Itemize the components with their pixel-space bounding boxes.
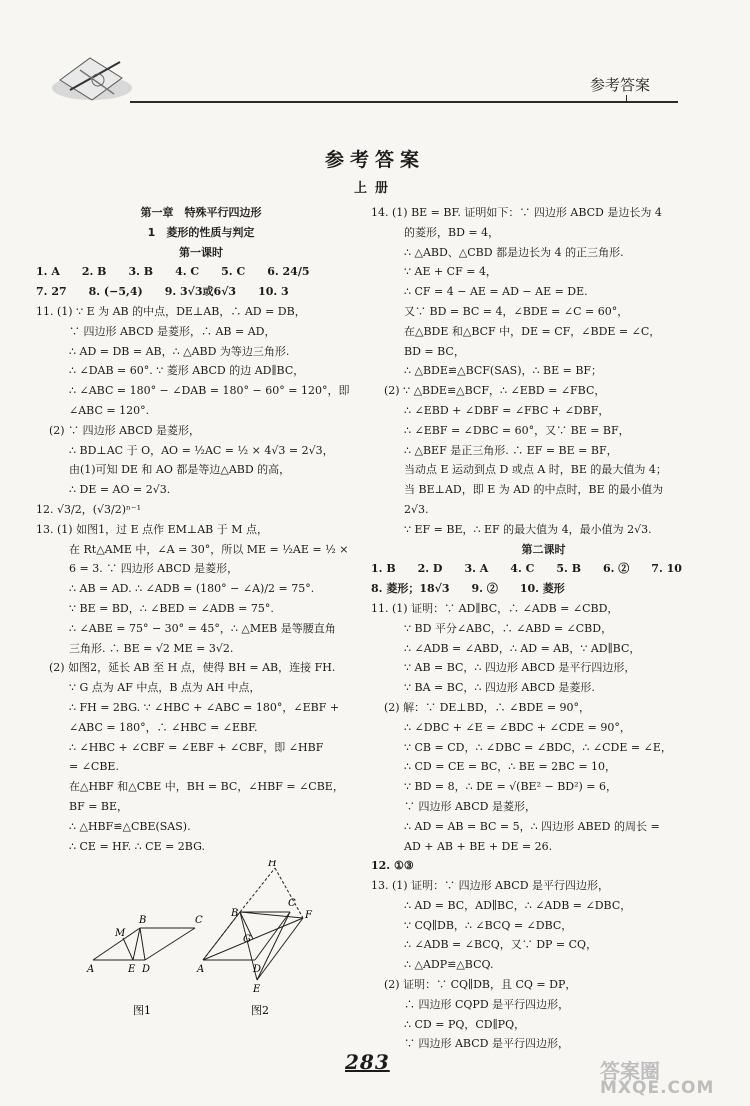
- answer-line: ∵ BD = 8，∴ DE = √(BE² − BD²) = 6，: [404, 780, 618, 794]
- answer-line: ∴ △ABD、△CBD 都是边长为 4 的正三角形.: [404, 245, 624, 259]
- answer-line: 13. (1) 如图1，过 E 点作 EM⊥AB 于 M 点，: [36, 522, 269, 536]
- lesson-heading: 第二课时: [521, 542, 566, 556]
- watermark-url: MXQE.COM: [600, 1078, 715, 1098]
- watermark-text: 答案圈: [600, 1059, 660, 1083]
- answer-line: ∵ 四边形 ABCD 是平行四边形，: [404, 1037, 569, 1051]
- answer-line: ∴ ∠ADB = ∠ABD，∴ AD = AB，∵ AD∥BC，: [404, 641, 641, 655]
- answer-line: ∴ ∠DAB = 60°. ∵ 菱形 ABCD 的边 AD∥BC，: [69, 364, 305, 378]
- geometry-figures: [85, 860, 345, 1020]
- answer-line: ∴ AD = DB = AB，∴ △ABD 为等边三角形.: [69, 344, 290, 358]
- answer-line: 由(1)可知 DE 和 AO 都是等边△ABD 的高，: [69, 463, 291, 477]
- fig2-label: A: [197, 964, 205, 975]
- answer-line: ∴ CF = 4 − AE = AD − AE = DE.: [404, 285, 588, 299]
- fig1-caption: 图1: [133, 1004, 151, 1017]
- answer-line: 7. 27 8. (−5,4) 9. 3√3或6√3 10. 3: [36, 285, 289, 299]
- answer-line: 当动点 E 运动到点 D 或点 A 时，BE 的最大值为 4；: [404, 463, 667, 477]
- answer-line: ∵ CB = CD，∴ ∠DBC = ∠BDC，∴ ∠CDE = ∠E，: [404, 740, 672, 754]
- fig2-label: B: [231, 908, 239, 919]
- answer-line: ∴ △ADP≌△BCQ.: [404, 958, 494, 972]
- answer-line: ∵ 四边形 ABCD 是菱形，∴ AB = AD，: [69, 324, 276, 338]
- chapter-heading: 第一章 特殊平行四边形: [140, 206, 262, 219]
- answer-line: ∵ CQ∥DB，∴ ∠BCQ = ∠DBC，: [404, 918, 573, 932]
- answer-line: ∵ BE = BD，∴ ∠BED = ∠ADB = 75°.: [69, 601, 274, 615]
- header-logo-icon: [50, 50, 140, 110]
- answer-line: ∵ G 点为 AF 中点，B 点为 AH 中点，: [69, 681, 261, 695]
- header-tick: [626, 95, 627, 102]
- answer-line: 的菱形，BD = 4，: [404, 225, 500, 239]
- answer-line: 又∵ BD = BC = 4，∠BDE = ∠C = 60°，: [404, 304, 629, 318]
- answer-line: ∴ AB = AD. ∴ ∠ADB = (180° − ∠A)/2 = 75°.: [69, 582, 315, 596]
- header-rule: [130, 101, 678, 103]
- answer-line: 1. A 2. B 3. B 4. C 5. C 6. 24/5: [36, 265, 310, 279]
- page-number: 283: [345, 1050, 390, 1074]
- answer-line: (2) ∵ 四边形 ABCD 是菱形，: [49, 423, 201, 437]
- answer-line: ∴ CE = HF. ∴ CE = 2BG.: [69, 839, 205, 853]
- answer-line: 在 Rt△AME 中，∠A = 30°，所以 ME = ½AE = ½ ×: [69, 542, 349, 556]
- answer-line: ∵ AE + CF = 4，: [404, 265, 497, 279]
- answer-line: ∵ BA = BC，∴ 四边形 ABCD 是菱形.: [404, 681, 595, 695]
- answer-line: ∵ AB = BC，∴ 四边形 ABCD 是平行四边形，: [404, 661, 636, 675]
- answer-line: ∴ ∠HBC + ∠CBF = ∠EBF + ∠CBF，即 ∠HBF: [69, 740, 324, 754]
- answer-line: ∴ △BDE≌△BCF(SAS)，∴ BE = BF；: [404, 364, 603, 378]
- fig1-label: D: [142, 964, 151, 975]
- answer-line: (2) ∵ △BDE≌△BCF，∴ ∠EBD = ∠FBC，: [384, 384, 606, 398]
- fig2-caption: 图2: [251, 1004, 269, 1017]
- lesson-heading: 第一课时: [179, 245, 223, 259]
- fig1-label: C: [195, 915, 203, 926]
- answer-line: ∵ BD 平分∠ABC，∴ ∠ABD = ∠CBD，: [404, 621, 613, 635]
- answer-line: 8. 菱形；18√3 9. ② 10. 菱形: [371, 582, 565, 596]
- answer-line: ∴ DE = AO = 2√3.: [69, 483, 171, 497]
- answer-line: 14. (1) BE = BF. 证明如下：∵ 四边形 ABCD 是边长为 4: [371, 206, 662, 219]
- answer-line: 在△HBF 和△CBE 中，BH = BC，∠HBF = ∠CBE，: [69, 780, 344, 794]
- figure-1-diagram: [93, 928, 195, 960]
- answer-line: ∴ CD = CE = BC，∴ BE = 2BC = 10，: [404, 760, 617, 774]
- fig2-label: D: [253, 964, 262, 975]
- answer-line: ∴ △BEF 是正三角形. ∴ EF = BE = BF，: [404, 443, 618, 457]
- answer-line: (2) 证明：∵ CQ∥DB，且 CQ = DP，: [384, 978, 577, 992]
- answer-line: ∵ 四边形 ABCD 是菱形，: [404, 799, 536, 813]
- answer-line: ∴ AD = BC，AD∥BC，∴ ∠ADB = ∠DBC，: [404, 898, 632, 912]
- answer-line: ∠ABC = 180°，∴ ∠HBC = ∠EBF.: [69, 720, 258, 734]
- answer-line: ∴ CD = PQ，CD∥PQ，: [404, 1017, 526, 1031]
- answer-line: 在△BDE 和△BCF 中，DE = CF，∠BDE = ∠C，: [404, 324, 661, 338]
- answer-line: ∴ 四边形 CQPD 是平行四边形，: [404, 997, 570, 1011]
- answer-line: 当 BE⊥AD，即 E 为 AD 的中点时，BE 的最小值为: [404, 483, 664, 497]
- fig1-label: B: [139, 915, 147, 926]
- answer-line: 12. √3/2，(√3/2)ⁿ⁻¹: [36, 502, 141, 516]
- answer-line: ∴ FH = 2BG. ∵ ∠HBC + ∠ABC = 180°，∠EBF +: [69, 700, 340, 714]
- answer-line: 12. ①③: [371, 859, 414, 873]
- answer-line: BD = BC，: [404, 344, 465, 358]
- answer-line: (2) 解：∵ DE⊥BD，∴ ∠BDE = 90°，: [384, 700, 591, 714]
- answer-line: ∴ ∠ABC = 180° − ∠DAB = 180° − 60° = 120°，即: [69, 384, 350, 398]
- fig1-label: A: [87, 964, 95, 975]
- answer-line: = ∠CBE.: [69, 760, 119, 774]
- section-heading: 1 菱形的性质与判定: [147, 225, 255, 239]
- answer-line: ∴ ∠DBC + ∠E = ∠BDC + ∠CDE = 90°，: [404, 720, 631, 734]
- answer-line: 11. (1) ∵ E 为 AB 的中点，DE⊥AB，∴ AD = DB，: [36, 304, 306, 318]
- answer-line: 2√3.: [404, 502, 429, 516]
- answer-line: ∴ ∠ABE = 75° − 30° = 45°，∴ △MEB 是等腰直角: [69, 621, 336, 635]
- header-label: 参考答案: [590, 76, 651, 94]
- fig2-label: F: [305, 910, 312, 921]
- answer-line: ∴ △HBF≌△CBE(SAS).: [69, 819, 191, 833]
- answer-line: ∴ AD = AB = BC = 5，∴ 四边形 ABED 的周长 =: [404, 819, 660, 833]
- answer-line: BF = BE，: [69, 799, 129, 813]
- answer-line: 13. (1) 证明：∵ 四边形 ABCD 是平行四边形，: [371, 879, 610, 893]
- fig2-label: C: [288, 898, 296, 909]
- page-subtitle: 上册: [353, 181, 396, 196]
- answer-line: 6 = 3. ∵ 四边形 ABCD 是菱形，: [69, 562, 239, 576]
- answer-line: AD + AB + BE + DE = 26.: [404, 839, 553, 853]
- left-column: [36, 203, 366, 856]
- answer-line: ∠ABC = 120°.: [69, 403, 150, 417]
- fig2-label: H: [268, 860, 277, 869]
- fig1-label: E: [128, 964, 136, 975]
- fig1-label: M: [115, 928, 126, 939]
- answer-line: ∵ EF = BE，∴ EF 的最大值为 4，最小值为 2√3.: [404, 522, 652, 536]
- fig2-label: E: [253, 984, 261, 995]
- answer-line: ∴ ∠EBD + ∠DBF = ∠FBC + ∠DBF，: [404, 403, 610, 417]
- fig2-label: G: [243, 934, 251, 945]
- answer-line: 11. (1) 证明：∵ AD∥BC，∴ ∠ADB = ∠CBD，: [371, 601, 619, 615]
- answer-line: ∴ ∠EBF = ∠DBC = 60°，又∵ BE = BF，: [404, 423, 630, 437]
- answer-line: ∴ BD⊥AC 于 O，AO = ½AC = ½ × 4√3 = 2√3，: [69, 443, 334, 457]
- page-title: 参考答案: [324, 149, 425, 171]
- right-column: [371, 203, 716, 1054]
- answer-line: (2) 如图2，延长 AB 至 H 点，使得 BH = AB，连接 FH.: [49, 661, 336, 675]
- answer-line: ∴ ∠ADB = ∠BCQ，又∵ DP = CQ，: [404, 938, 598, 952]
- answer-line: 三角形. ∴ BE = √2 ME = 3√2.: [69, 641, 234, 655]
- answer-line: 1. B 2. D 3. A 4. C 5. B 6. ② 7. 10: [371, 562, 682, 576]
